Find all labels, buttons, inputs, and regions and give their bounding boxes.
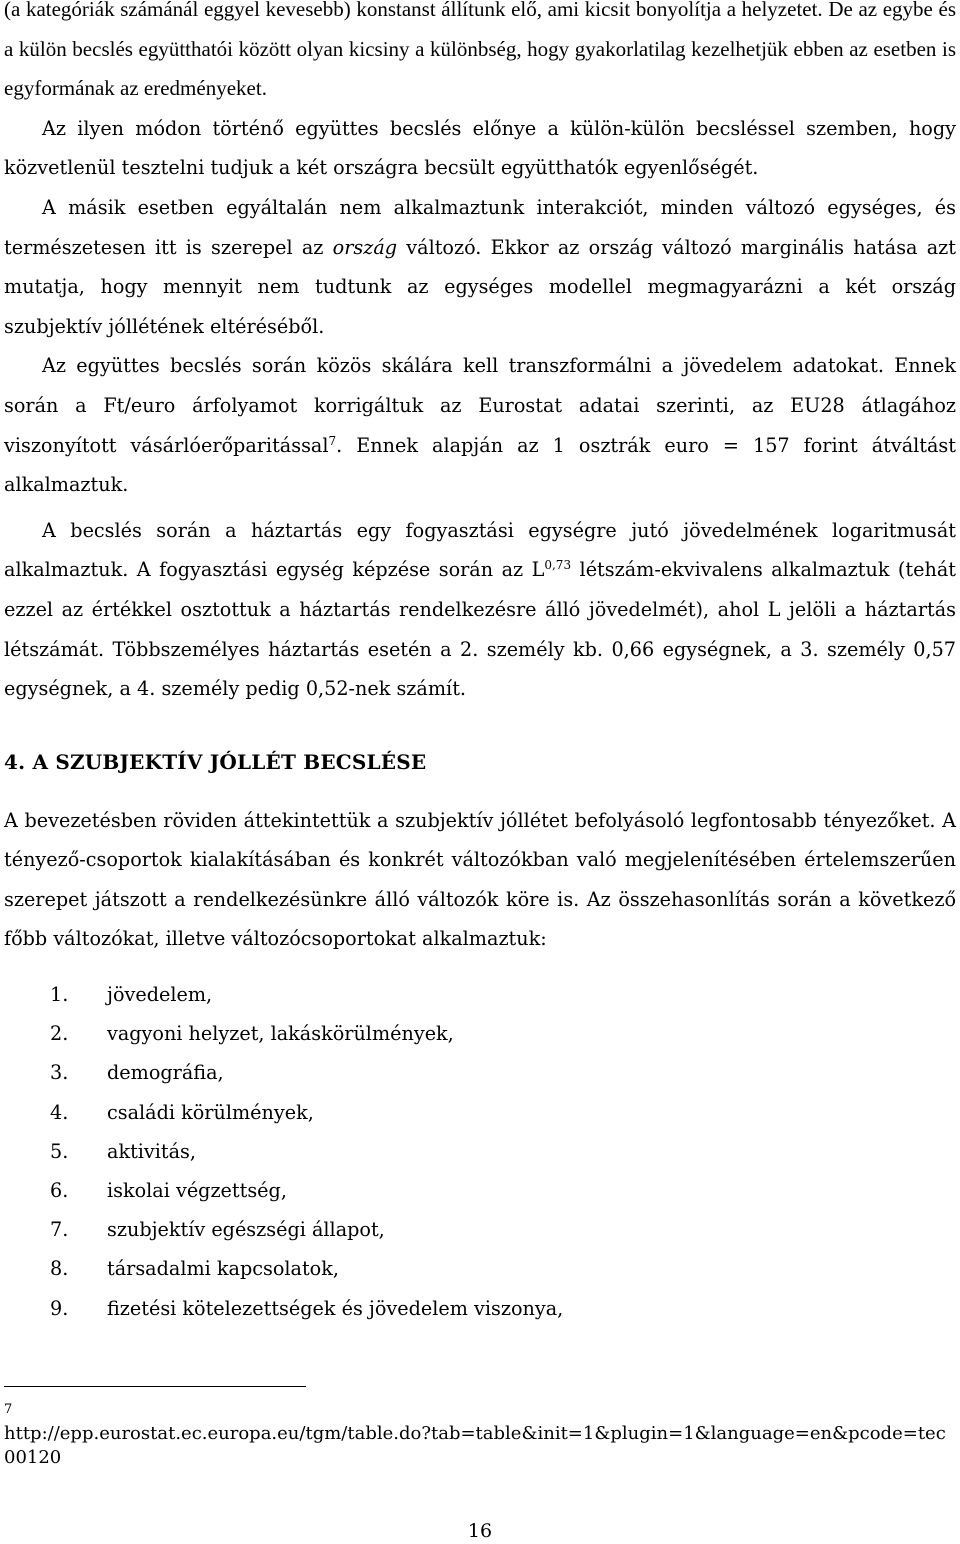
italic-variable-name: ország — [332, 235, 398, 259]
list-item-text: fizetési kötelezettségek és jövedelem viszonya, — [107, 1296, 564, 1320]
list-item-number: 9. — [50, 1296, 69, 1320]
list-item-text: jövedelem, — [107, 983, 213, 1007]
footnote-mark: 7 — [4, 1402, 13, 1417]
footnote-link[interactable]: http://epp.eurostat.ec.europa.eu/tgm/table.do?tab=table&init=1&plugin=1&language=en&pcode=tec00120 — [4, 1423, 946, 1468]
paragraph-continuation: (a kategóriák számánál eggyel kevesebb) konstanst állítunk elő, ami kicsit bonyolítja a helyzetet. De az egybe és a külön becslés együtthatói között olyan kicsiny a különbség, hogy gyakorlatilag kezelhetjük ebben az esetben is egyformának az eredményeket. — [4, 0, 956, 101]
list-item-text: társadalmi kapcsolatok, — [107, 1257, 339, 1281]
list-item — [4, 1132, 956, 1171]
paragraph-text: A másik esetben egyáltalán nem alkalmaztunk interakciót, minden változó egységes, és természetesen itt is szerepel az — [4, 195, 956, 259]
list-item-number: 7. — [50, 1218, 69, 1242]
list-item-number: 2. — [50, 1022, 69, 1046]
list-item — [4, 1289, 956, 1328]
list-item — [4, 1014, 956, 1053]
paragraph-text: . Ennek alapján az 1 osztrák euro = 157 forint átváltást alkalmaztuk. — [4, 433, 956, 497]
footnote-divider — [4, 1386, 306, 1387]
page-number: 16 — [467, 1520, 493, 1542]
paragraph-no-interaction — [4, 188, 956, 346]
list-item — [4, 975, 956, 1014]
list-item-text: családi körülmények, — [107, 1100, 314, 1124]
list-item-number: 4. — [50, 1100, 69, 1124]
list-item-text: demográfia, — [107, 1061, 224, 1085]
list-item-number: 1. — [50, 983, 69, 1007]
list-item-number: 6. — [50, 1179, 69, 1202]
paragraph-text: változó. Ekkor az ország változó marginális hatása azt mutatja, hogy mennyit nem tudtunk az egységes modellel megmagyarázni a két ország szubjektív jóllétének eltéréséből. — [4, 235, 956, 338]
section-heading: 4. A SZUBJEKTÍV JÓLLÉT BECSLÉSE — [4, 749, 427, 774]
exponent-superscript: 0,73 — [544, 558, 572, 573]
paragraph-introduction: A bevezetésben röviden áttekintettük a szubjektív jóllétet befolyásoló legfontosabb tényezőket. A tényező-csoportok kialakításában és konkrét változókban való megjelenítésében értelemszerűen szerepet játszott a rendelkezésünkre álló változók köre is. Az összehasonlítás során a következő főbb változókat, illetve változócsoportokat alkalmaztuk: — [4, 808, 956, 951]
paragraph-joint-estimation: Az ilyen módon történő együttes becslés előnye a külön-külön becsléssel szemben, hogy közvetlenül tesztelni tudjuk a két országra becsült együtthatók egyenlőségét. — [4, 116, 956, 180]
list-item — [4, 1093, 956, 1132]
paragraph-text: létszám-ekvivalens alkalmaztuk (tehát ezzel az értékkel osztottuk a háztartás rendelkezésre álló jövedelmét), ahol L jelöli a háztartás létszámát. Többszemélyes háztartás esetén a 2. személy kb. 0,66 egységnek, a 3. személy 0,57 egységnek, a 4. személy pedig 0,52-nek számít. — [4, 558, 956, 701]
list-item — [4, 1171, 956, 1210]
list-item-number: 3. — [50, 1061, 69, 1085]
footnote-reference[interactable]: 7 — [328, 433, 337, 448]
paragraph-text: Az együttes becslés során közös skálára kell transzformálni a jövedelem adatokat. Ennek során a Ft/euro árfolyamot korrigáltuk az Eurostat adatai szerinti, az EU28 átlagához viszonyított vásárlóerőparitással — [4, 354, 956, 457]
paragraph-common-scale — [4, 346, 956, 504]
list-item-number: 5. — [50, 1139, 69, 1163]
document-page — [4, 0, 956, 1328]
variable-list — [4, 975, 956, 1328]
paragraph-consumption-unit — [4, 511, 956, 709]
list-item — [4, 1210, 956, 1249]
list-item-text: aktivitás, — [107, 1139, 196, 1163]
list-item — [4, 1249, 956, 1288]
list-item-number: 8. — [50, 1257, 69, 1281]
list-item-text: vagyoni helyzet, lakáskörülmények, — [107, 1022, 454, 1046]
list-item — [4, 1053, 956, 1092]
list-item-text: szubjektív egészségi állapot, — [107, 1218, 385, 1242]
paragraph-text: A becslés során a háztartás egy fogyasztási egységre jutó jövedelmének logaritmusát alkalmaztuk. A fogyasztási egység képzése során az L — [4, 518, 956, 582]
list-item-text: iskolai végzettség, — [107, 1179, 287, 1202]
